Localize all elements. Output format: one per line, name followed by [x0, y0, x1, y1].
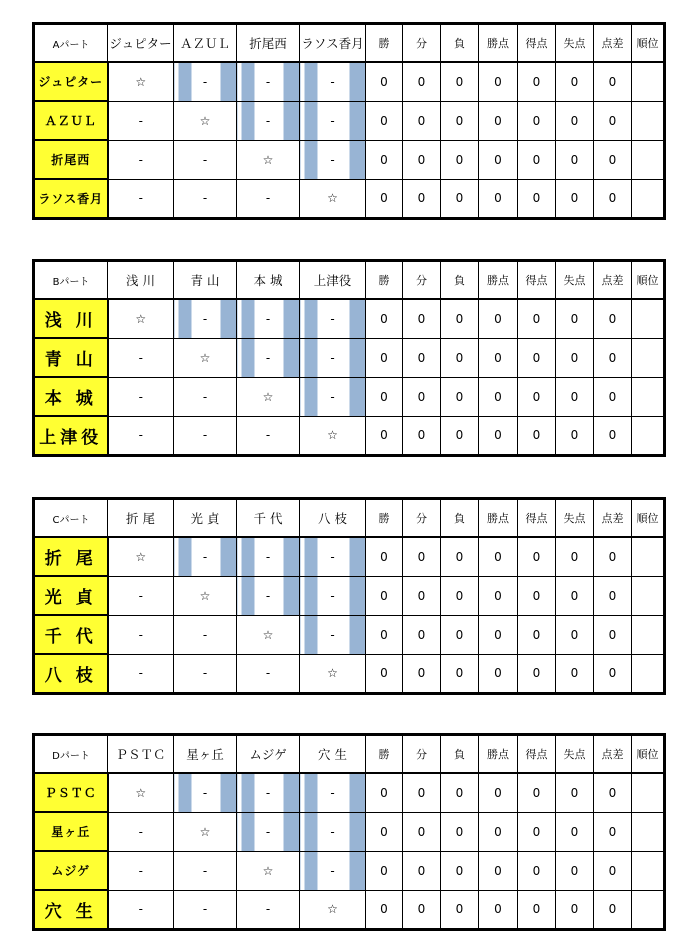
stat-value-cell: 0 [403, 576, 441, 615]
match-result-cell: - [237, 654, 300, 694]
rank-cell [632, 576, 665, 615]
stat-value-cell: 0 [594, 62, 632, 101]
stat-value-cell: 0 [594, 101, 632, 140]
stat-value-cell: 0 [594, 812, 632, 851]
stat-value-cell: 0 [556, 773, 594, 812]
opponent-header: 八 枝 [300, 499, 366, 538]
stat-value-cell: 0 [403, 812, 441, 851]
stat-value-cell: 0 [556, 851, 594, 890]
match-result-cell: - [174, 890, 237, 930]
table-row [34, 101, 665, 140]
opponent-header: 千 代 [237, 499, 300, 538]
table-row [34, 537, 665, 576]
rank-cell [632, 851, 665, 890]
stat-value-cell: 0 [556, 101, 594, 140]
stat-header: 負 [441, 24, 479, 63]
stat-value-cell: 0 [594, 179, 632, 219]
self-match-cell: ☆ [108, 537, 174, 576]
stat-value-cell: 0 [403, 537, 441, 576]
stat-value-cell: 0 [441, 62, 479, 101]
rank-cell [632, 101, 665, 140]
header-row [34, 499, 665, 538]
opponent-header: 本 城 [237, 261, 300, 300]
stat-value-cell: 0 [479, 62, 518, 101]
team-name-cell: 光 貞 [34, 576, 108, 615]
rank-cell [632, 179, 665, 219]
part-label: Bパート [34, 261, 108, 300]
rank-cell [632, 890, 665, 930]
stat-value-cell: 0 [441, 654, 479, 694]
stat-value-cell: 0 [441, 851, 479, 890]
table-row [34, 179, 665, 219]
stat-value-cell: 0 [518, 812, 556, 851]
stat-value-cell: 0 [556, 890, 594, 930]
match-result-cell: - [174, 179, 237, 219]
stat-header: 点差 [594, 499, 632, 538]
match-result-cell: - [237, 890, 300, 930]
stat-value-cell: 0 [366, 179, 403, 219]
self-match-cell: ☆ [237, 377, 300, 416]
stat-value-cell: 0 [556, 615, 594, 654]
stat-value-cell: 0 [366, 654, 403, 694]
stat-header: 勝 [366, 261, 403, 300]
match-result-cell: - [237, 773, 300, 812]
table-row [34, 62, 665, 101]
stat-value-cell: 0 [479, 338, 518, 377]
match-result-cell: - [300, 576, 366, 615]
match-result-cell: - [108, 890, 174, 930]
stat-header: 点差 [594, 735, 632, 774]
stat-value-cell: 0 [594, 851, 632, 890]
stat-value-cell: 0 [518, 851, 556, 890]
league-table-part-2 [32, 259, 666, 457]
stat-value-cell: 0 [366, 62, 403, 101]
opponent-header: ＰＳＴＣ [108, 735, 174, 774]
opponent-header: 穴 生 [300, 735, 366, 774]
stat-value-cell: 0 [403, 890, 441, 930]
stat-value-cell: 0 [556, 576, 594, 615]
rank-cell [632, 140, 665, 179]
stat-value-cell: 0 [594, 576, 632, 615]
rank-cell [632, 62, 665, 101]
stat-value-cell: 0 [403, 140, 441, 179]
match-result-cell: - [108, 615, 174, 654]
stat-header: 失点 [556, 499, 594, 538]
stat-value-cell: 0 [366, 537, 403, 576]
stat-value-cell: 0 [479, 812, 518, 851]
stat-header: 分 [403, 261, 441, 300]
match-result-cell: - [237, 416, 300, 456]
stat-value-cell: 0 [518, 101, 556, 140]
match-result-cell: - [108, 140, 174, 179]
stat-value-cell: 0 [441, 377, 479, 416]
stat-value-cell: 0 [479, 615, 518, 654]
match-result-cell: - [300, 537, 366, 576]
stat-value-cell: 0 [518, 377, 556, 416]
stat-value-cell: 0 [479, 299, 518, 338]
opponent-header: 青 山 [174, 261, 237, 300]
stat-value-cell: 0 [366, 299, 403, 338]
match-result-cell: - [300, 851, 366, 890]
match-result-cell: - [237, 576, 300, 615]
match-result-cell: - [108, 377, 174, 416]
match-result-cell: - [237, 62, 300, 101]
stat-value-cell: 0 [518, 537, 556, 576]
stat-value-cell: 0 [403, 773, 441, 812]
stat-value-cell: 0 [366, 615, 403, 654]
stat-header: 勝点 [479, 24, 518, 63]
stat-value-cell: 0 [479, 576, 518, 615]
stat-value-cell: 0 [479, 101, 518, 140]
team-name-cell: 八 枝 [34, 654, 108, 694]
opponent-header: 折 尾 [108, 499, 174, 538]
stat-value-cell: 0 [366, 377, 403, 416]
stat-header: 勝 [366, 24, 403, 63]
match-result-cell: - [108, 101, 174, 140]
stat-value-cell: 0 [556, 140, 594, 179]
stat-value-cell: 0 [594, 654, 632, 694]
opponent-header: ジュピター [108, 24, 174, 63]
stat-value-cell: 0 [479, 140, 518, 179]
stat-value-cell: 0 [403, 299, 441, 338]
stat-value-cell: 0 [594, 537, 632, 576]
league-table-part-1 [32, 22, 666, 220]
stat-value-cell: 0 [403, 615, 441, 654]
rank-cell [632, 377, 665, 416]
stat-header: 順位 [632, 735, 665, 774]
stat-value-cell: 0 [479, 179, 518, 219]
stat-value-cell: 0 [441, 179, 479, 219]
stat-header: 得点 [518, 24, 556, 63]
part-label: Dパート [34, 735, 108, 774]
stat-value-cell: 0 [594, 338, 632, 377]
stat-header: 勝 [366, 499, 403, 538]
stat-value-cell: 0 [441, 576, 479, 615]
team-name-cell: 本 城 [34, 377, 108, 416]
rank-cell [632, 338, 665, 377]
opponent-header: ムジゲ [237, 735, 300, 774]
stat-value-cell: 0 [441, 416, 479, 456]
stat-value-cell: 0 [556, 812, 594, 851]
self-match-cell: ☆ [108, 62, 174, 101]
stat-value-cell: 0 [403, 416, 441, 456]
stat-value-cell: 0 [403, 851, 441, 890]
rank-cell [632, 299, 665, 338]
match-result-cell: - [108, 576, 174, 615]
table-row [34, 773, 665, 812]
header-row [34, 24, 665, 63]
part-label: Aパート [34, 24, 108, 63]
team-name-cell: 折 尾 [34, 537, 108, 576]
match-result-cell: - [108, 416, 174, 456]
stat-value-cell: 0 [518, 773, 556, 812]
match-result-cell: - [174, 773, 237, 812]
stat-header: 順位 [632, 499, 665, 538]
stat-value-cell: 0 [556, 338, 594, 377]
stat-value-cell: 0 [403, 62, 441, 101]
stat-value-cell: 0 [556, 62, 594, 101]
match-result-cell: - [237, 812, 300, 851]
match-result-cell: - [174, 62, 237, 101]
stat-value-cell: 0 [556, 654, 594, 694]
rank-cell [632, 812, 665, 851]
self-match-cell: ☆ [174, 338, 237, 377]
stat-value-cell: 0 [366, 773, 403, 812]
stat-value-cell: 0 [518, 179, 556, 219]
stat-header: 失点 [556, 735, 594, 774]
match-result-cell: - [300, 377, 366, 416]
stat-value-cell: 0 [403, 377, 441, 416]
stat-value-cell: 0 [366, 851, 403, 890]
stat-value-cell: 0 [594, 416, 632, 456]
match-result-cell: - [300, 338, 366, 377]
stat-value-cell: 0 [403, 101, 441, 140]
table-row [34, 140, 665, 179]
match-result-cell: - [174, 615, 237, 654]
stat-value-cell: 0 [366, 812, 403, 851]
opponent-header: 浅 川 [108, 261, 174, 300]
team-name-cell: ＰＳＴＣ [34, 773, 108, 812]
stat-value-cell: 0 [594, 773, 632, 812]
self-match-cell: ☆ [174, 812, 237, 851]
stat-header: 分 [403, 735, 441, 774]
table-row [34, 654, 665, 694]
table-row [34, 377, 665, 416]
stat-header: 勝 [366, 735, 403, 774]
stat-value-cell: 0 [366, 338, 403, 377]
rank-cell [632, 773, 665, 812]
stat-value-cell: 0 [518, 576, 556, 615]
stat-value-cell: 0 [518, 140, 556, 179]
match-result-cell: - [300, 812, 366, 851]
stat-header: 勝点 [479, 499, 518, 538]
self-match-cell: ☆ [300, 654, 366, 694]
table-row [34, 890, 665, 930]
self-match-cell: ☆ [300, 179, 366, 219]
table-row [34, 338, 665, 377]
league-table-part-4 [32, 733, 666, 931]
stat-value-cell: 0 [366, 576, 403, 615]
self-match-cell: ☆ [237, 615, 300, 654]
team-name-cell: 折尾西 [34, 140, 108, 179]
stat-value-cell: 0 [518, 615, 556, 654]
stat-value-cell: 0 [556, 377, 594, 416]
match-result-cell: - [174, 851, 237, 890]
stat-value-cell: 0 [366, 101, 403, 140]
match-result-cell: - [174, 140, 237, 179]
stat-value-cell: 0 [441, 338, 479, 377]
stat-value-cell: 0 [594, 615, 632, 654]
stat-header: 勝点 [479, 261, 518, 300]
team-name-cell: 浅 川 [34, 299, 108, 338]
match-result-cell: - [174, 299, 237, 338]
stat-header: 負 [441, 735, 479, 774]
stat-header: 勝点 [479, 735, 518, 774]
self-match-cell: ☆ [174, 101, 237, 140]
self-match-cell: ☆ [300, 890, 366, 930]
stat-value-cell: 0 [441, 773, 479, 812]
self-match-cell: ☆ [108, 773, 174, 812]
stat-value-cell: 0 [518, 654, 556, 694]
stat-value-cell: 0 [518, 299, 556, 338]
stat-value-cell: 0 [441, 101, 479, 140]
match-result-cell: - [108, 812, 174, 851]
stat-header: 分 [403, 499, 441, 538]
match-result-cell: - [237, 537, 300, 576]
self-match-cell: ☆ [237, 851, 300, 890]
team-name-cell: 上津役 [34, 416, 108, 456]
team-name-cell: 千 代 [34, 615, 108, 654]
stat-value-cell: 0 [594, 140, 632, 179]
team-name-cell: 青 山 [34, 338, 108, 377]
stat-header: 得点 [518, 735, 556, 774]
part-label: Cパート [34, 499, 108, 538]
team-name-cell: ＡＺＵＬ [34, 101, 108, 140]
stat-header: 得点 [518, 499, 556, 538]
match-result-cell: - [300, 101, 366, 140]
team-name-cell: ラソス香月 [34, 179, 108, 219]
table-row [34, 812, 665, 851]
stat-header: 点差 [594, 261, 632, 300]
match-result-cell: - [108, 179, 174, 219]
opponent-header: 光 貞 [174, 499, 237, 538]
header-row [34, 735, 665, 774]
team-name-cell: 穴 生 [34, 890, 108, 930]
rank-cell [632, 615, 665, 654]
match-result-cell: - [237, 179, 300, 219]
stat-value-cell: 0 [594, 890, 632, 930]
league-table-part-3 [32, 497, 666, 695]
opponent-header: 折尾西 [237, 24, 300, 63]
stat-value-cell: 0 [366, 416, 403, 456]
stat-header: 順位 [632, 24, 665, 63]
stat-value-cell: 0 [479, 537, 518, 576]
stat-header: 点差 [594, 24, 632, 63]
match-result-cell: - [108, 654, 174, 694]
match-result-cell: - [237, 299, 300, 338]
stat-value-cell: 0 [479, 377, 518, 416]
stat-value-cell: 0 [441, 299, 479, 338]
stat-value-cell: 0 [366, 140, 403, 179]
stat-header: 負 [441, 499, 479, 538]
table-row [34, 576, 665, 615]
match-result-cell: - [174, 654, 237, 694]
match-result-cell: - [237, 338, 300, 377]
table-row [34, 615, 665, 654]
self-match-cell: ☆ [300, 416, 366, 456]
stat-value-cell: 0 [403, 654, 441, 694]
stat-value-cell: 0 [556, 299, 594, 338]
table-row [34, 299, 665, 338]
match-result-cell: - [300, 773, 366, 812]
team-name-cell: ムジゲ [34, 851, 108, 890]
self-match-cell: ☆ [108, 299, 174, 338]
table-row [34, 851, 665, 890]
opponent-header: ＡＺＵＬ [174, 24, 237, 63]
stat-value-cell: 0 [518, 338, 556, 377]
stat-header: 失点 [556, 261, 594, 300]
stat-value-cell: 0 [441, 890, 479, 930]
stat-value-cell: 0 [518, 890, 556, 930]
match-result-cell: - [174, 416, 237, 456]
stat-value-cell: 0 [403, 179, 441, 219]
stat-value-cell: 0 [479, 416, 518, 456]
stat-value-cell: 0 [479, 654, 518, 694]
team-name-cell: ジュピター [34, 62, 108, 101]
stat-value-cell: 0 [518, 416, 556, 456]
header-row [34, 261, 665, 300]
opponent-header: 上津役 [300, 261, 366, 300]
stat-value-cell: 0 [479, 851, 518, 890]
rank-cell [632, 416, 665, 456]
match-result-cell: - [174, 537, 237, 576]
stat-value-cell: 0 [441, 140, 479, 179]
stat-header: 分 [403, 24, 441, 63]
self-match-cell: ☆ [174, 576, 237, 615]
stat-header: 負 [441, 261, 479, 300]
stat-value-cell: 0 [479, 890, 518, 930]
stat-value-cell: 0 [556, 416, 594, 456]
match-result-cell: - [300, 615, 366, 654]
stat-value-cell: 0 [366, 890, 403, 930]
table-row [34, 416, 665, 456]
match-result-cell: - [108, 851, 174, 890]
match-result-cell: - [300, 299, 366, 338]
stat-value-cell: 0 [441, 537, 479, 576]
stat-value-cell: 0 [556, 179, 594, 219]
rank-cell [632, 654, 665, 694]
team-name-cell: 星ヶ丘 [34, 812, 108, 851]
stat-header: 得点 [518, 261, 556, 300]
match-result-cell: - [237, 101, 300, 140]
stat-header: 失点 [556, 24, 594, 63]
opponent-header: ラソス香月 [300, 24, 366, 63]
match-result-cell: - [108, 338, 174, 377]
stat-value-cell: 0 [594, 299, 632, 338]
match-result-cell: - [300, 62, 366, 101]
self-match-cell: ☆ [237, 140, 300, 179]
stat-value-cell: 0 [403, 338, 441, 377]
stat-value-cell: 0 [441, 812, 479, 851]
stat-header: 順位 [632, 261, 665, 300]
stat-value-cell: 0 [556, 537, 594, 576]
match-result-cell: - [300, 140, 366, 179]
opponent-header: 星ヶ丘 [174, 735, 237, 774]
rank-cell [632, 537, 665, 576]
stat-value-cell: 0 [594, 377, 632, 416]
stat-value-cell: 0 [479, 773, 518, 812]
stat-value-cell: 0 [518, 62, 556, 101]
match-result-cell: - [174, 377, 237, 416]
stat-value-cell: 0 [441, 615, 479, 654]
